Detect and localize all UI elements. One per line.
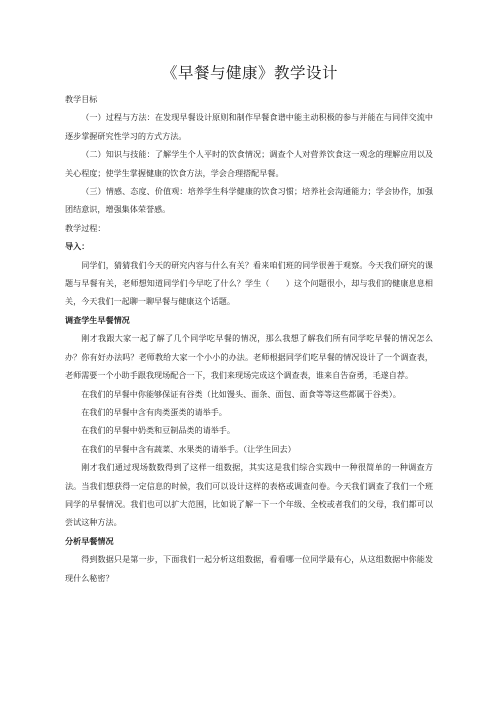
paragraph: 刚才我们通过现场数数得到了这样一组数据，其实这是我们综合实践中一种很简单的一种调查方法。当我们想获得一定信息的时候，我们可以设计这样的表格或调查问卷。今天我们调查了我们一个班同学的早餐情况。我们也可以扩大范围，比如说了解一下一个年级、全校或者我们的父母，我们都可以尝试这种方法。 xyxy=(65,462,433,528)
paragraph: 在我们的早餐中你能够保证有谷类（比如馒头、面条、面包、面食等等这些都属于谷类）。 xyxy=(81,388,401,399)
document-title: 《早餐与健康》教学设计 xyxy=(161,64,338,82)
section-heading: 分析早餐情况 xyxy=(65,535,114,546)
paragraph: 在我们的早餐中含有蔬菜、水果类的请举手。（让学生回去） xyxy=(81,443,296,454)
paragraph: 得到数据只是第一步，下面我们一起分析这组数据，看看哪一位同学最有心，从这组数据中你能发现什么秘密？ xyxy=(65,554,433,583)
paragraph: 在我们的早餐中奶类和豆制品类的请举手。 xyxy=(81,425,235,436)
paragraph: 教学目标 xyxy=(65,94,98,104)
paragraph: 同学们，猜猜我们今天的研究内容与什么有关？看来咱们班的同学很善于观察。今天我们研究的课题与早餐有关，老师想知道同学们今早吃了什么？学生（ ）这个问题很小，却与我们的健康息息相关，今天我们一起聊一聊早餐与健康这个话题。 xyxy=(65,259,433,307)
document-body xyxy=(65,90,433,587)
paragraph: 在我们的早餐中含有肉类蛋类的请举手。 xyxy=(81,406,227,417)
paragraph: （二）知识与技能：了解学生个人平时的饮食情况；调查个人对营养饮食这一观念的理解应用以及关心程度；使学生掌握健康的饮食方法，学会合理搭配早餐。 xyxy=(65,149,433,178)
paragraph: （三）情感、态度、价值观：培养学生科学健康的饮食习惯；培养社会沟通能力；学会协作，加强团结意识，增强集体荣誉感。 xyxy=(65,186,433,215)
paragraph: 教学过程： xyxy=(65,222,106,233)
section-heading: 调查学生早餐情况 xyxy=(65,314,130,325)
section-heading: 导入： xyxy=(65,241,90,252)
paragraph: （一）过程与方法：在发现早餐设计原则和制作早餐食谱中能主动积极的参与并能在与同伴交流中逐步掌握研究性学习的方式方法。 xyxy=(65,112,433,141)
paragraph: 刚才我跟大家一起了解了几个同学吃早餐的情况，那么我想了解我们所有同学吃早餐的情况怎么办？你有好办法吗？老师教给大家一个小小的办法。老师根据同学们吃早餐的情况设计了一个调查表，老师需要一个小助手跟我现场配合一下，我们来现场完成这个调查表，谁来自告奋勇，毛遂自荐。 xyxy=(65,333,433,381)
